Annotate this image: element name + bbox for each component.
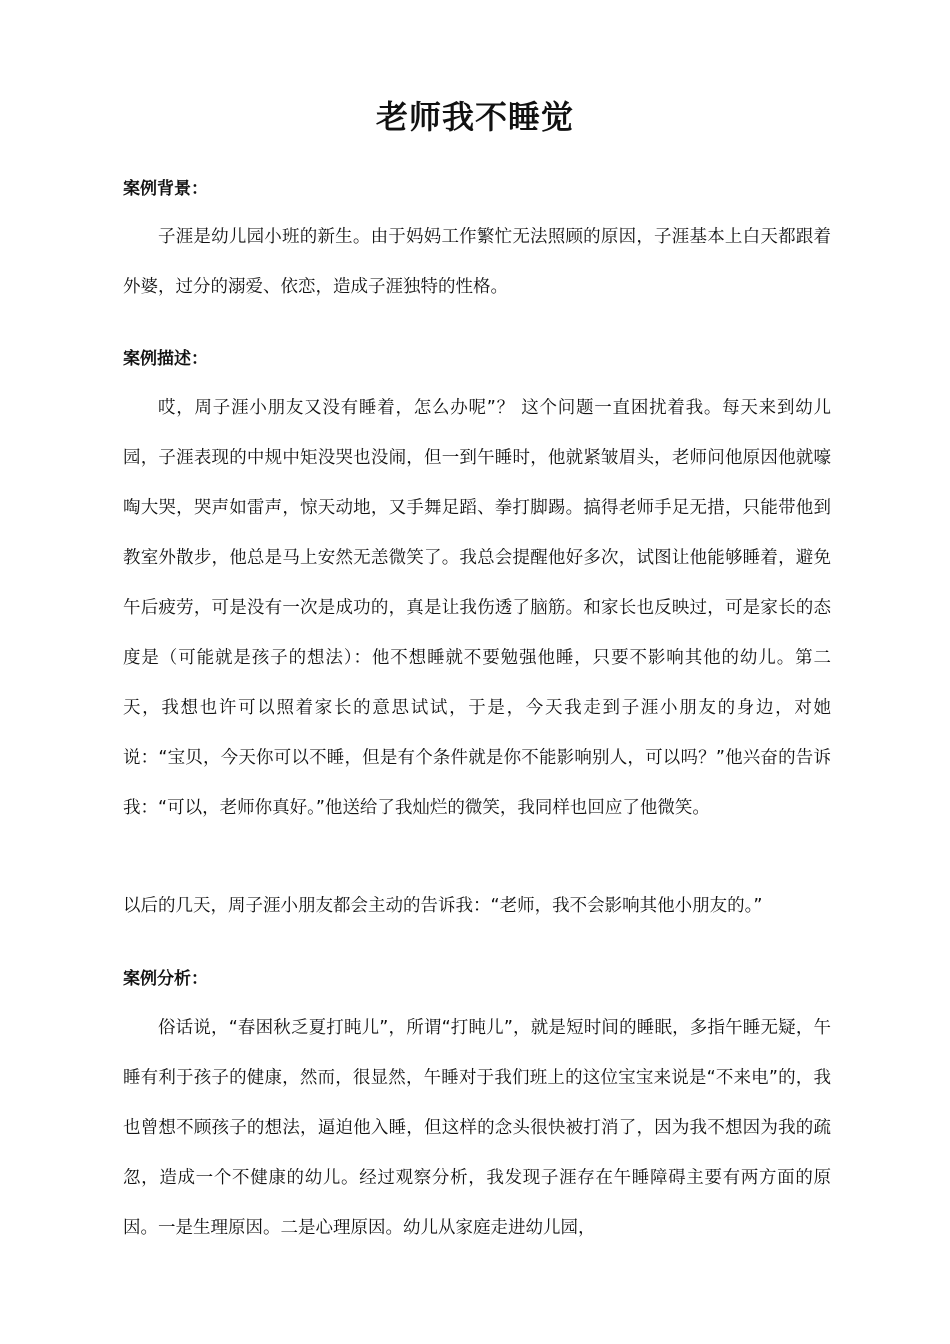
- section-heading-background: 案例背景：: [123, 179, 208, 199]
- paragraph-description-followup: 以后的几天，周子涯小朋友都会主动的告诉我：“老师，我不会影响其他小朋友的。”: [123, 896, 763, 916]
- paragraph-description: 哎，周子涯小朋友又没有睡着，怎么办呢”？ 这个问题一直困扰着我。每天来到幼儿园，子涯表现的中规中矩没哭也没闹，但一到午睡时，他就紧皱眉头，老师问他原因他就嚎啕大哭，哭声如雷声，惊天动地，又手舞足蹈、拳打脚踢。搞得老师手足无措，只能带他到教室外散步，他总是马上安然无恙微笑了。我总会提醒他好多次，试图让他能够睡着，避免午后疲劳，可是没有一次是成功的，真是让我伤透了脑筋。和家长也反映过，可是家长的态度是（可能就是孩子的想法）：他不想睡就不要勉强他睡，只要不影响其他的幼儿。第二天，我想也许可以照着家长的意思试试，于是，今天我走到子涯小朋友的身边，对她说：“宝贝，今天你可以不睡，但是有个条件就是你不能影响别人，可以吗？”他兴奋的告诉我：“可以，老师你真好。”他送给了我灿烂的微笑，我同样也回应了他微笑。: [123, 398, 831, 818]
- section-heading-description: 案例描述：: [123, 349, 208, 369]
- section-heading-analysis: 案例分析：: [123, 969, 208, 989]
- paragraph-background: 子涯是幼儿园小班的新生。由于妈妈工作繁忙无法照顾的原因，子涯基本上白天都跟着外婆，过分的溺爱、依恋，造成子涯独特的性格。: [123, 227, 831, 297]
- document-title: 老师我不睡觉: [375, 98, 574, 136]
- paragraph-analysis: 俗话说，“春困秋乏夏打盹儿”，所谓“打盹儿”，就是短时间的睡眠，多指午睡无疑，午睡有利于孩子的健康，然而，很显然，午睡对于我们班上的这位宝宝来说是“不来电”的，我也曾想不顾孩子的想法，逼迫他入睡，但这样的念头很快被打消了，因为我不想因为我的疏忽，造成一个不健康的幼儿。经过观察分析，我发现子涯存在午睡障碍主要有两方面的原因。一是生理原因。二是心理原因。幼儿从家庭走进幼儿园，: [123, 1018, 831, 1238]
